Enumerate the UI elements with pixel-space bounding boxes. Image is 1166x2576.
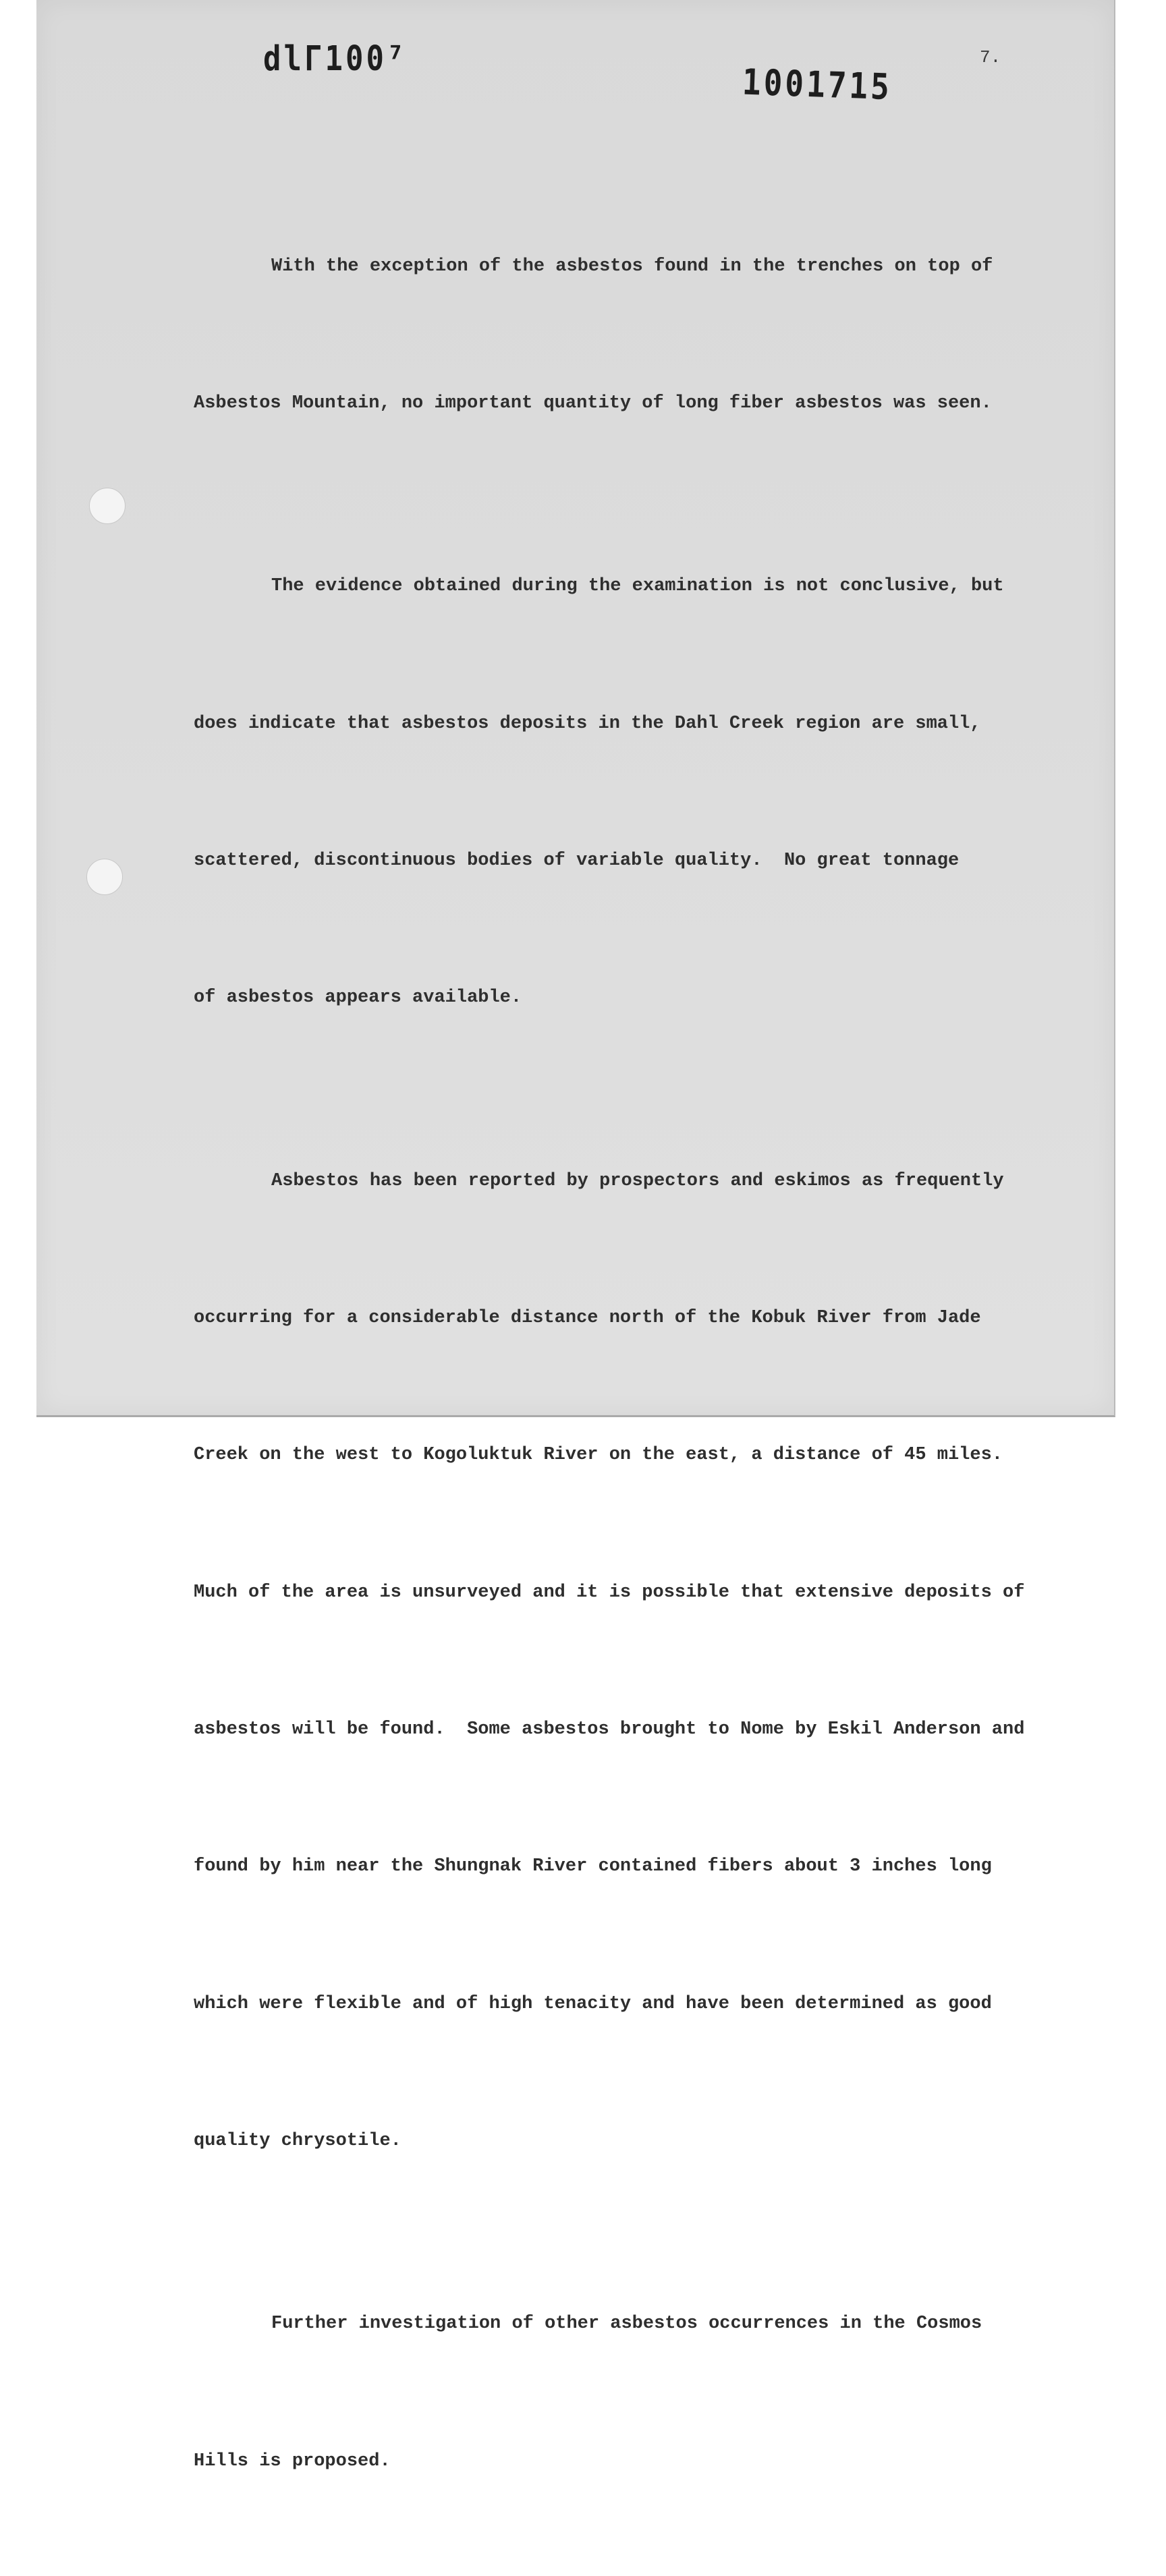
page-number: 7. — [980, 47, 1001, 67]
punch-hole-top — [89, 488, 126, 524]
text-line: which were flexible and of high tenacity and have been determined as good — [194, 1993, 992, 2014]
text-line: Much of the area is unsurveyed and it is possible that extensive deposits of — [194, 1582, 1025, 1603]
text-line: scattered, discontinuous bodies of variable quality. No great tonnage — [194, 850, 960, 871]
text-line: Creek on the west to Kogoluktuk River on the east, a distance of 45 miles. — [194, 1445, 1003, 1466]
text-line: Hills is proposed. — [194, 2451, 391, 2471]
text-line: Further investigation of other asbestos occurrences in the Cosmos — [271, 2314, 982, 2335]
text-line: asbestos will be found. Some asbestos brought to Nome by Eskil Anderson and — [194, 1719, 1025, 1740]
text-line: found by him near the Shungnak River contained fibers about 3 inches long — [194, 1856, 992, 1877]
text-line: of asbestos appears available. — [194, 988, 522, 1008]
punch-hole-bottom — [86, 859, 123, 895]
text-line: does indicate that asbestos deposits in the Dahl Creek region are small, — [194, 713, 981, 734]
document-stamp-right: 1001715 — [741, 61, 893, 108]
text-line: quality chrysotile. — [194, 2131, 401, 2152]
document-body — [194, 152, 1071, 2576]
text-line: Asbestos Mountain, no important quantity of long fiber asbestos was seen. — [194, 393, 992, 413]
document-stamp-left: dlΓ100⁷ — [263, 39, 408, 79]
text-line: occurring for a considerable distance north of the Kobuk River from Jade — [194, 1307, 981, 1328]
text-line: The evidence obtained during the examination is not conclusive, but — [271, 576, 1004, 597]
text-line: With the exception of the asbestos found in the trenches on top of — [271, 256, 993, 277]
text-line: Asbestos has been reported by prospectors and eskimos as frequently — [271, 1170, 1004, 1191]
